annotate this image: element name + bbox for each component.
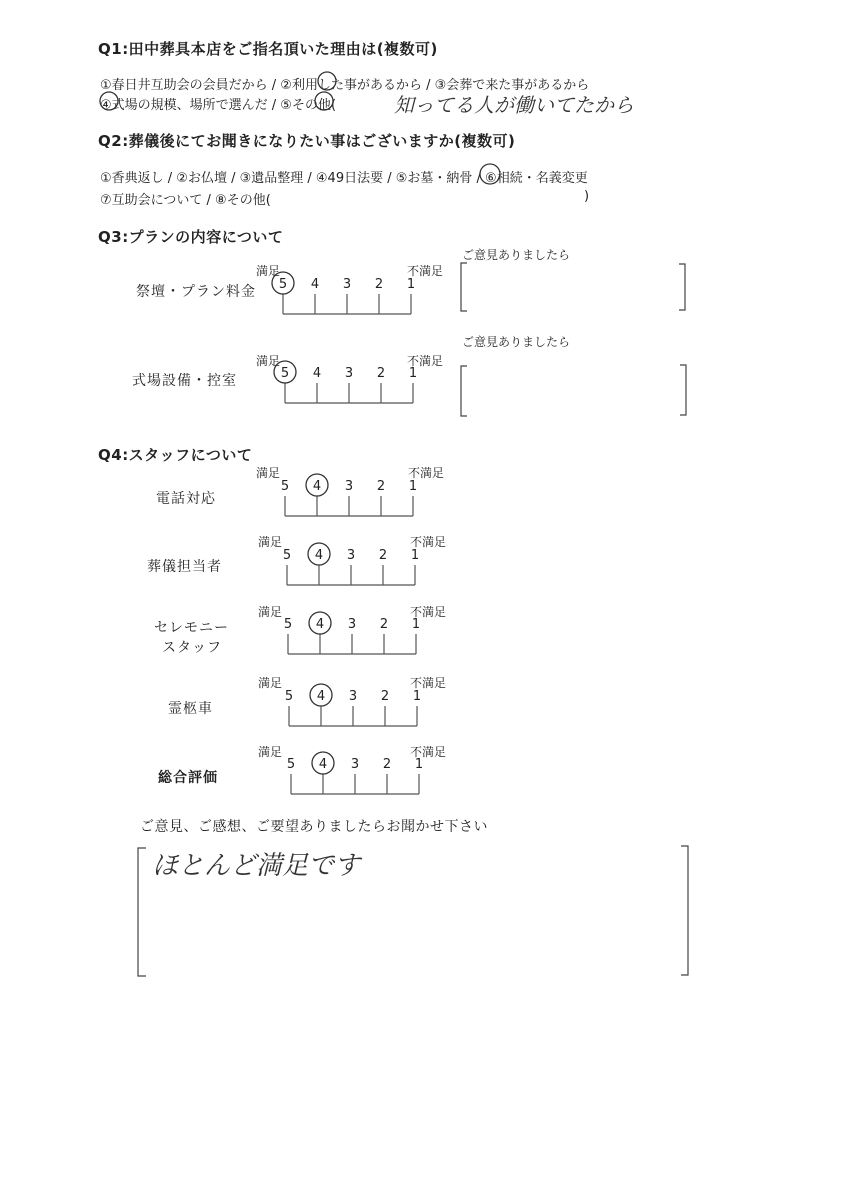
q3-row2-scale-value-1: 1 [408,366,418,381]
q4-row2-scale-value-5: 5 [282,548,292,563]
q4-row4-scale [285,684,421,726]
q4-row3-scale-value-1: 1 [411,617,421,632]
q4-row2-scale-value-2: 2 [378,548,388,563]
q3-row1-scale-value-3: 3 [342,277,352,292]
q4-row2-scale-value-1: 1 [410,548,420,563]
q4-title: Q4:スタッフについて [98,446,253,464]
q4-row3-scale-left: 満足 [258,605,283,619]
final-prompt: ご意見、ご感想、ご要望ありましたらお聞かせ下さい [140,819,488,835]
q3-row2-scale-left: 満足 [256,354,281,368]
q4-row5-scale [287,752,423,794]
q4-row3-scale-value-5: 5 [283,617,293,632]
q3-row2-scale-value-4: 4 [312,366,322,381]
q4-row5-scale-value-2: 2 [382,757,392,772]
q3-row1-scale-value-1: 1 [406,277,416,292]
q4-row3-scale-value-3: 3 [347,617,357,632]
q2-options-line1: ①香典返し / ②お仏壇 / ③遺品整理 / ④49日法要 / ⑤お墓・納骨 / ⑥相続・名義変更 [100,171,588,186]
q3-row2-scale-right: 不満足 [407,354,444,368]
q2-circles [480,164,500,184]
q2-circle-5 [480,164,500,184]
q4-row5-scale-left: 満足 [258,745,283,759]
q4-row5-scale-value-5: 5 [286,757,296,772]
q4-row2-scale-value-3: 3 [346,548,356,563]
q1-circle-4 [100,92,118,110]
q3-row2-scale-value-2: 2 [376,366,386,381]
q4-row4-scale-value-1: 1 [412,689,422,704]
q3-row1-scale-value-5: 5 [278,277,288,292]
q4-row5-scale-value-1: 1 [414,757,424,772]
q3-row1-scale [272,272,415,314]
q3-row1-scale-value-4: 4 [310,277,320,292]
q4-row2-scale-right: 不満足 [410,535,447,549]
final-bracket-right [681,846,688,975]
rating-scales [272,272,423,794]
q4-row4-scale-value-2: 2 [380,689,390,704]
q3-row2-label: 式場設備・控室 [132,373,237,389]
q3-row1-scale-right: 不満足 [407,264,444,278]
q4-row1-scale-value-4: 4 [312,479,322,494]
q3-title: Q3:プランの内容について [98,228,284,246]
q4-row2-scale [283,543,419,585]
q4-row5-scale-value-4: 4 [318,757,328,772]
q1-other-answer: 知ってる人が働いてたから [394,93,634,117]
q1-circle-2 [318,72,336,90]
q2-other-close: ) [584,189,590,204]
q3-row2-comment-label: ご意見ありましたら [462,335,571,349]
q4-row1-scale [281,474,417,516]
q1-options-line2: ④式場の規模、場所で選んだ / ⑤その他( [100,98,337,113]
q4-row3-label: セレモニー [154,620,229,636]
q4-row1-scale-value-3: 3 [344,479,354,494]
final-answer: ほとんど満足です [152,851,361,881]
q4-row2-scale-value-4: 4 [314,548,324,563]
q3-row1-scale-left: 満足 [256,264,281,278]
q4-row3-scale-value-2: 2 [379,617,389,632]
q4-row3-scale-value-4: 4 [315,617,325,632]
q4-row4-scale-left: 満足 [258,676,283,690]
q1-circles [100,72,336,110]
q4-row1-scale-value-2: 2 [376,479,386,494]
q3-row1-bracket-left [461,263,467,311]
q3-row2-scale-value-3: 3 [344,366,354,381]
q2-options-line2: ⑦互助会について / ⑧その他( [100,193,271,208]
q4-row1-scale-left: 満足 [256,466,281,480]
q1-circle-5 [315,92,333,110]
q3-row2-bracket-left [461,366,467,416]
final-bracket-left [138,848,146,976]
q3-row2-scale [274,361,417,403]
q4-row4-label: 霊柩車 [168,701,213,717]
q3-row1-bracket-right [679,264,685,310]
q4-row1-label: 電話対応 [156,491,216,507]
q4-row4-scale-value-5: 5 [284,689,294,704]
q3-row1-label: 祭壇・プラン料金 [136,284,256,300]
q4-row2-scale-left: 満足 [258,535,283,549]
q4-row4-scale-value-3: 3 [348,689,358,704]
q4-row5-label: 総合評価 [158,770,218,786]
q4-row5-scale-value-3: 3 [350,757,360,772]
q3-row2-scale-value-5: 5 [280,366,290,381]
q4-row5-scale-right: 不満足 [410,745,447,759]
q4-row1-scale-value-5: 5 [280,479,290,494]
q4-row4-scale-right: 不満足 [410,676,447,690]
q4-row3-scale-right: 不満足 [410,605,447,619]
q4-row1-scale-right: 不満足 [408,466,445,480]
q4-row2-label: 葬儀担当者 [147,559,222,575]
q4-row3-scale [284,612,420,654]
q3-row1-scale-value-2: 2 [374,277,384,292]
q3-row2-bracket-right [680,365,686,415]
q4-row4-scale-value-4: 4 [316,689,326,704]
q1-title: Q1:田中葬具本店をご指名頂いた理由は(複数可) [98,40,438,58]
q1-options-line1: ①春日井互助会の会員だから / ②利用した事があるから / ③会葬で来た事があるから [100,78,590,93]
q4-row3-label2: スタッフ [162,640,222,656]
q3-row1-comment-label: ご意見ありましたら [462,248,571,262]
q2-title: Q2:葬儀後にてお聞きになりたい事はございますか(複数可) [98,132,516,150]
q4-row1-scale-value-1: 1 [408,479,418,494]
